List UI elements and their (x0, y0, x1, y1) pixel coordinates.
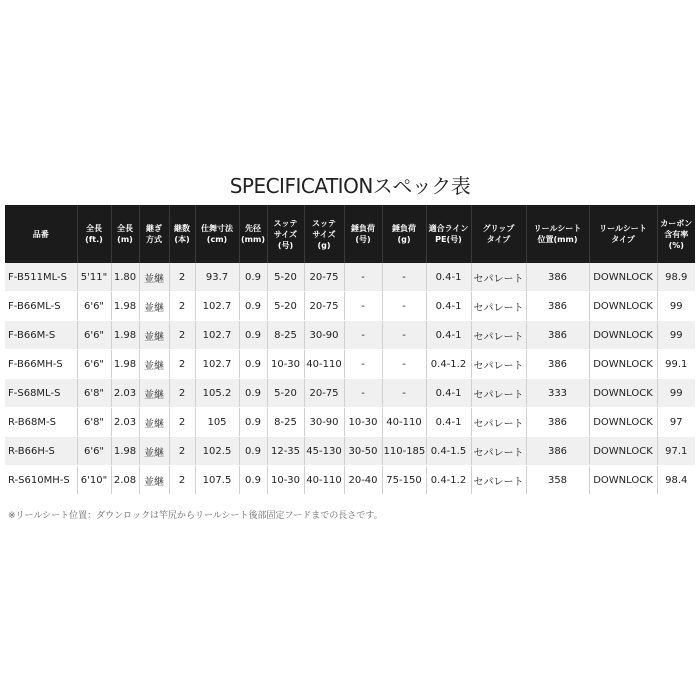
table-cell: セパレート (471, 466, 526, 495)
column-header-line: スッテ (273, 218, 298, 228)
table-cell: - (344, 292, 382, 321)
column-header-line: 品番 (32, 229, 49, 239)
column-header-line: タイプ (611, 235, 635, 244)
table-cell: 0.4-1 (426, 379, 471, 408)
column-header (304, 205, 344, 263)
table-cell: 1.80 (111, 263, 139, 292)
table-cell: 12-35 (267, 437, 304, 466)
table-cell: - (382, 321, 426, 350)
model-number-cell: F-B511ML-S (5, 263, 77, 292)
table-cell: 20-75 (304, 292, 344, 321)
column-header-line: リールシート (533, 224, 582, 233)
column-header-line: タイプ (486, 235, 511, 244)
table-cell: 30-90 (304, 408, 344, 437)
column-header (657, 205, 695, 263)
table-cell: 2 (169, 350, 195, 379)
table-cell: 0.4-1.5 (426, 437, 471, 466)
table-cell: 6'8" (77, 408, 111, 437)
table-cell: セパレート (471, 379, 526, 408)
table-cell: 2.03 (111, 379, 139, 408)
table-cell: - (344, 263, 382, 292)
table-cell: 102.7 (195, 292, 239, 321)
table-cell: - (344, 321, 382, 350)
table-cell: 0.4-1 (426, 263, 471, 292)
table-cell: 97.1 (657, 437, 695, 466)
column-header (239, 205, 267, 263)
column-header-line: (%) (668, 240, 684, 250)
column-header (382, 205, 426, 263)
table-cell: 並継 (139, 379, 169, 408)
table-cell: 20-75 (304, 379, 344, 408)
table-cell: DOWNLOCK (589, 263, 657, 292)
column-header-line: (m) (117, 235, 133, 244)
column-header-line: 方式 (146, 235, 162, 244)
table-cell: 6'6" (77, 292, 111, 321)
table-body (5, 263, 695, 495)
table-cell: 102.7 (195, 321, 239, 350)
column-header-line: (g) (317, 240, 331, 250)
table-cell: 10-30 (344, 408, 382, 437)
table-cell: 102.7 (195, 350, 239, 379)
table-cell: 98.4 (657, 466, 695, 495)
table-cell: - (382, 379, 426, 408)
table-cell: 5'11" (77, 263, 111, 292)
table-cell: 2 (169, 408, 195, 437)
table-cell: DOWNLOCK (589, 379, 657, 408)
table-cell: 358 (526, 466, 589, 495)
column-header-line: (g) (397, 235, 411, 244)
table-cell: 99 (657, 321, 695, 350)
table-cell: セパレート (471, 321, 526, 350)
column-header-line: 先径 (245, 224, 261, 233)
table-header-row (5, 205, 695, 263)
table-cell: 0.9 (239, 321, 267, 350)
table-cell: 40-110 (304, 350, 344, 379)
table-cell: 6'6" (77, 350, 111, 379)
column-header (169, 205, 195, 263)
column-header (471, 205, 526, 263)
table-cell: セパレート (471, 437, 526, 466)
column-header-line: カーボン (660, 218, 693, 228)
table-cell: 93.7 (195, 263, 239, 292)
table-cell: 0.4-1.2 (426, 466, 471, 495)
column-header-line: (号) (277, 240, 294, 250)
column-header (77, 205, 111, 263)
table-cell: 98.9 (657, 263, 695, 292)
table-cell: 0.9 (239, 466, 267, 495)
column-header-line: 継数 (174, 224, 190, 233)
table-cell: 5-20 (267, 292, 304, 321)
table-cell: 386 (526, 437, 589, 466)
table-cell: - (382, 263, 426, 292)
page-title: SPECIFICATIONスペック表 (229, 174, 471, 198)
column-header-line: スッテ (312, 218, 336, 228)
table-cell: 並継 (139, 263, 169, 292)
table-cell: 0.9 (239, 379, 267, 408)
column-header-line: 継ぎ (146, 224, 162, 233)
table-cell: 2 (169, 379, 195, 408)
table-cell: 107.5 (195, 466, 239, 495)
column-header-line: グリップ (482, 224, 515, 233)
table-cell: 110-185 (382, 437, 426, 466)
table-cell: - (382, 350, 426, 379)
table-cell: 0.9 (239, 437, 267, 466)
table-cell: DOWNLOCK (589, 321, 657, 350)
table-cell: 30-50 (344, 437, 382, 466)
table-cell: 0.9 (239, 263, 267, 292)
table-cell: セパレート (471, 263, 526, 292)
table-cell: 2.03 (111, 408, 139, 437)
table-cell: 2 (169, 263, 195, 292)
table-cell: 333 (526, 379, 589, 408)
model-number-cell: R-B68M-S (5, 408, 77, 437)
table-row (5, 292, 695, 321)
model-number-cell: R-S610MH-S (5, 466, 77, 495)
table-cell: 75-150 (382, 466, 426, 495)
column-header-line: 仕舞寸法 (201, 224, 233, 233)
table-cell: 6'6" (77, 321, 111, 350)
column-header (344, 205, 382, 263)
table-cell: セパレート (471, 408, 526, 437)
table-cell: - (344, 350, 382, 379)
column-header-line: 全長 (117, 224, 133, 233)
table-cell: 386 (526, 292, 589, 321)
model-number-cell: F-B66M-S (5, 321, 77, 350)
column-header-line: サイズ (312, 229, 336, 239)
table-cell: 10-30 (267, 350, 304, 379)
table-cell: 5-20 (267, 263, 304, 292)
model-number-cell: F-S68ML-S (5, 379, 77, 408)
column-header (267, 205, 304, 263)
table-cell: 2 (169, 321, 195, 350)
table-cell: DOWNLOCK (589, 437, 657, 466)
footnote: ※リールシート位置：ダウンロックは竿尻からリールシート後部固定フードまでの長さです。 (8, 511, 383, 521)
column-header (5, 205, 77, 263)
table-cell: 1.98 (111, 321, 139, 350)
table-row (5, 408, 695, 437)
table-cell: 2 (169, 292, 195, 321)
table-cell: - (382, 292, 426, 321)
table-cell: 2.08 (111, 466, 139, 495)
table-cell: セパレート (471, 292, 526, 321)
table-cell: 1.98 (111, 437, 139, 466)
table-cell: 2 (169, 466, 195, 495)
table-cell: 並継 (139, 350, 169, 379)
table-cell: DOWNLOCK (589, 408, 657, 437)
table-cell: 0.4-1 (426, 292, 471, 321)
table-cell: 0.4-1 (426, 408, 471, 437)
table-cell: 5-20 (267, 379, 304, 408)
column-header (589, 205, 657, 263)
table-cell: 8-25 (267, 321, 304, 350)
table-cell: 10-30 (267, 466, 304, 495)
table-cell: 0.9 (239, 350, 267, 379)
table-cell: 0.9 (239, 292, 267, 321)
table-row (5, 466, 695, 495)
table-cell: 0.4-1.2 (426, 350, 471, 379)
column-header-line: 錘負荷 (392, 224, 416, 233)
column-header-line: PE(号) (435, 235, 462, 244)
table-cell: 並継 (139, 408, 169, 437)
table-cell: DOWNLOCK (589, 350, 657, 379)
spec-table (5, 205, 695, 495)
table-row (5, 263, 695, 292)
table-row (5, 437, 695, 466)
table-cell: 6'6" (77, 437, 111, 466)
table-cell: 105 (195, 408, 239, 437)
column-header (195, 205, 239, 263)
table-cell: 105.2 (195, 379, 239, 408)
table-cell: 1.98 (111, 350, 139, 379)
table-row (5, 379, 695, 408)
column-header (526, 205, 589, 263)
table-cell: 99 (657, 292, 695, 321)
table-cell: 8-25 (267, 408, 304, 437)
table-cell: 40-110 (304, 466, 344, 495)
table-cell: セパレート (471, 350, 526, 379)
table-cell: 0.4-1 (426, 321, 471, 350)
column-header-line: 適合ライン (428, 224, 469, 233)
table-cell: 386 (526, 263, 589, 292)
table-cell: 102.5 (195, 437, 239, 466)
table-cell: 386 (526, 408, 589, 437)
table-cell: 99 (657, 379, 695, 408)
column-header-line: (cm) (206, 235, 228, 244)
model-number-cell: F-B66ML-S (5, 292, 77, 321)
table-cell: 40-110 (382, 408, 426, 437)
column-header-line: 錘負荷 (351, 224, 375, 233)
table-row (5, 321, 695, 350)
table-cell: 並継 (139, 437, 169, 466)
table-cell: 0.9 (239, 408, 267, 437)
table-cell: 並継 (139, 321, 169, 350)
column-header-line: (ft.) (85, 235, 103, 244)
column-header-line: (本) (174, 235, 190, 244)
column-header-line: (号) (355, 235, 371, 244)
column-header-line: サイズ (273, 229, 298, 239)
table-cell: DOWNLOCK (589, 466, 657, 495)
column-header-line: 全長 (86, 224, 102, 233)
column-header-line: 位置(mm) (537, 235, 578, 244)
column-header-line: 含有率 (664, 229, 689, 239)
table-cell: 6'10" (77, 466, 111, 495)
table-cell: 45-130 (304, 437, 344, 466)
column-header (111, 205, 139, 263)
model-number-cell: R-B66H-S (5, 437, 77, 466)
table-cell: 並継 (139, 466, 169, 495)
table-cell: 1.98 (111, 292, 139, 321)
table-cell: 20-75 (304, 263, 344, 292)
column-header-line: (mm) (241, 235, 265, 244)
table-cell: 386 (526, 350, 589, 379)
column-header (139, 205, 169, 263)
table-cell: 99.1 (657, 350, 695, 379)
table-row (5, 350, 695, 379)
table-cell: 20-40 (344, 466, 382, 495)
table-cell: 6'8" (77, 379, 111, 408)
table-cell: 30-90 (304, 321, 344, 350)
column-header (426, 205, 471, 263)
table-cell: - (344, 379, 382, 408)
table-cell: 97 (657, 408, 695, 437)
table-cell: 2 (169, 437, 195, 466)
table-cell: 並継 (139, 292, 169, 321)
table-cell: DOWNLOCK (589, 292, 657, 321)
model-number-cell: F-B66MH-S (5, 350, 77, 379)
table-cell: 386 (526, 321, 589, 350)
column-header-line: リールシート (599, 224, 647, 233)
